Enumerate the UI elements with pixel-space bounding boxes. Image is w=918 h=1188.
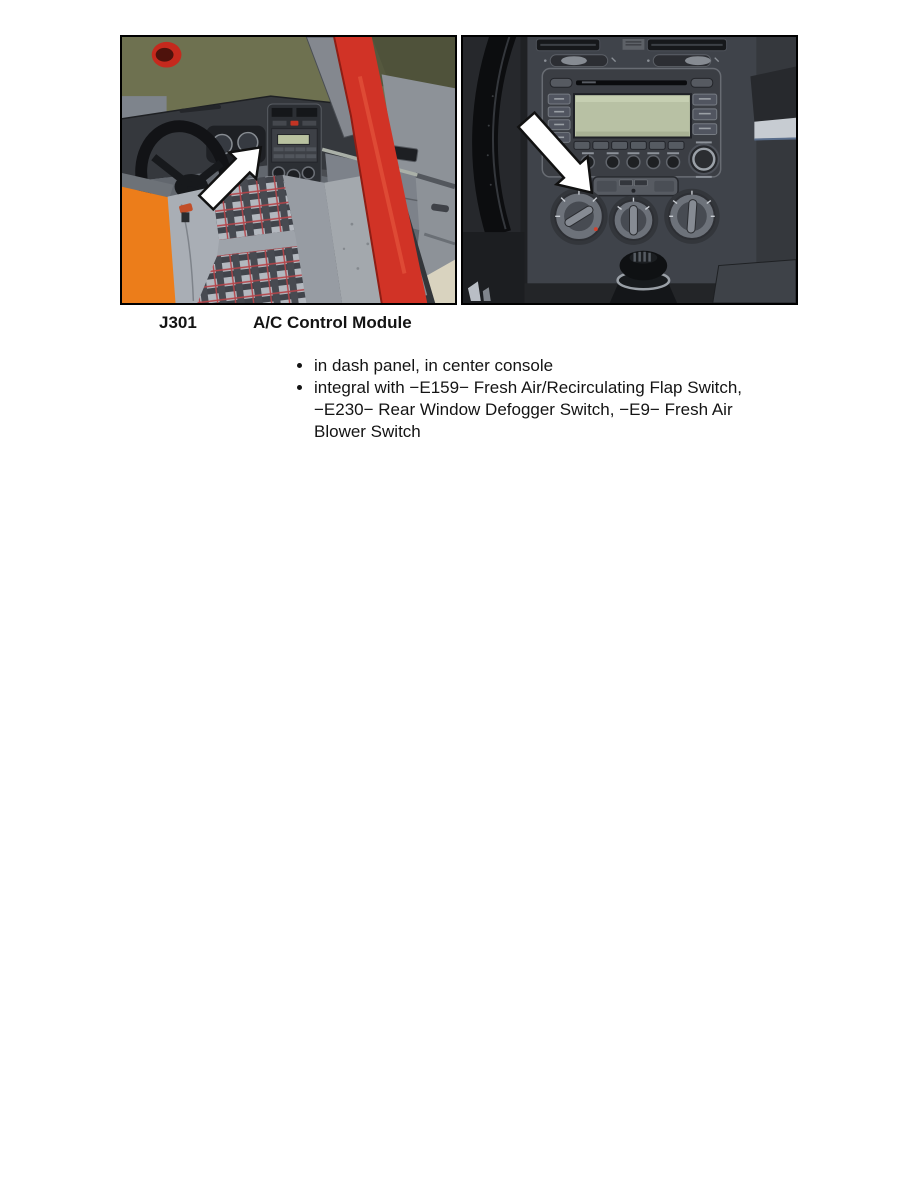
photo-interior-overview (120, 35, 457, 305)
radio-display (278, 135, 310, 145)
switch-strip (593, 177, 678, 196)
component-heading (0, 313, 918, 335)
distribution-knob (664, 189, 720, 244)
list-item-location (314, 355, 819, 377)
recirculation-knob (609, 196, 659, 245)
photo-console-closeup (461, 35, 798, 305)
bullet-text-line2: −E230− Rear Window Defogger Switch, −E9− Fresh Air (314, 400, 733, 419)
component-title: A/C Control Module (253, 313, 412, 332)
figures-row (120, 35, 798, 305)
seek-buttons (693, 94, 717, 134)
side-mirror (152, 42, 182, 68)
eject-button (691, 78, 713, 87)
temperature-knob (550, 188, 607, 245)
interior-overview-illustration (122, 37, 455, 303)
hazard-button (290, 121, 298, 126)
center-stack (268, 104, 322, 185)
list-item-integral (314, 377, 819, 443)
component-details-list (288, 355, 819, 443)
air-vents (536, 39, 726, 51)
component-id: J301 (159, 313, 197, 332)
bullet-text-line3: Blower Switch (314, 422, 421, 441)
load-button (550, 78, 572, 87)
bullet-text-line1: • integral with −E159− Fresh Air/Recirculating Flap Switch, (314, 378, 743, 397)
console-closeup-illustration (463, 37, 796, 303)
hvac-knob (302, 167, 314, 179)
passenger-seat (168, 175, 342, 303)
bullet-text: • in dash panel, in center console (314, 356, 554, 375)
